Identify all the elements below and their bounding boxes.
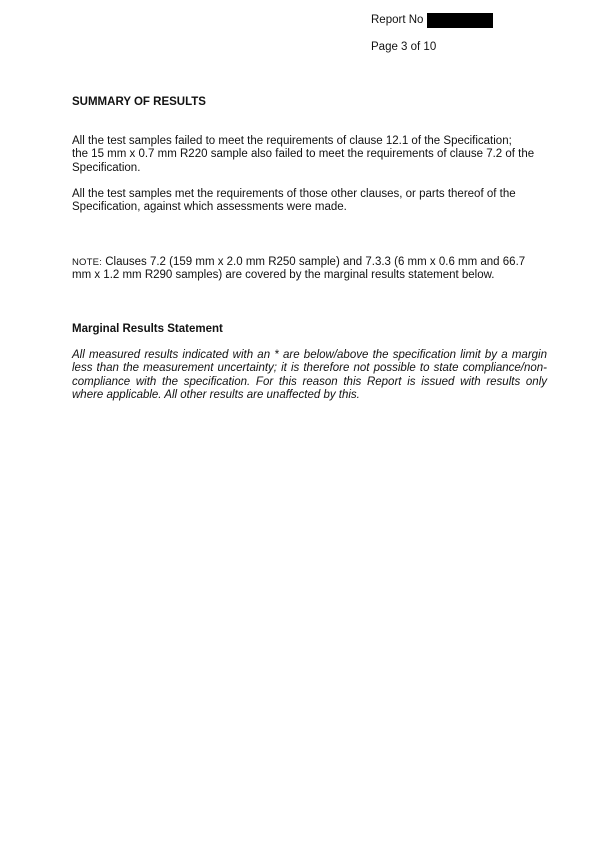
summary-line-1: All the test samples failed to meet the requirements of clause 12.1 of the Specification; bbox=[72, 135, 512, 147]
marginal-statement bbox=[72, 349, 547, 403]
summary-paragraph-2-text: All the test samples met the requirements of those other clauses, or parts thereof of the Specification, against which assessments were made. bbox=[72, 188, 516, 214]
summary-paragraph-2 bbox=[72, 188, 547, 215]
page-number: Page 3 of 10 bbox=[371, 41, 437, 53]
page-header bbox=[371, 12, 493, 56]
note-text: Clauses 7.2 (159 mm x 2.0 mm R250 sample) and 7.3.3 (6 mm x 0.6 mm and 66.7 mm x 1.2 mm R290 samples) are covered by the marginal results statement below. bbox=[72, 256, 526, 282]
summary-heading: SUMMARY OF RESULTS bbox=[72, 96, 206, 108]
redacted-report-number bbox=[427, 13, 493, 28]
note-text-block bbox=[72, 256, 547, 283]
marginal-heading: Marginal Results Statement bbox=[72, 323, 223, 335]
summary-line-2: the 15 mm x 0.7 mm R220 sample also failed to meet the requirements of clause 7.2 of the Specification. bbox=[72, 148, 535, 174]
summary-paragraph-1 bbox=[72, 135, 547, 175]
report-number-label: Report No bbox=[371, 14, 424, 26]
note-paragraph bbox=[72, 256, 547, 283]
marginal-statement-text: All measured results indicated with an * are below/above the specification limit by a margin less than the measurement uncertainty; it is therefore not possible to state compliance/non-compliance with the specification. For this reason this Report is issued with results only where applicable. All other results are unaffected by this. bbox=[72, 349, 547, 402]
report-number-line bbox=[371, 12, 493, 29]
note-label: NOTE: bbox=[72, 257, 103, 268]
